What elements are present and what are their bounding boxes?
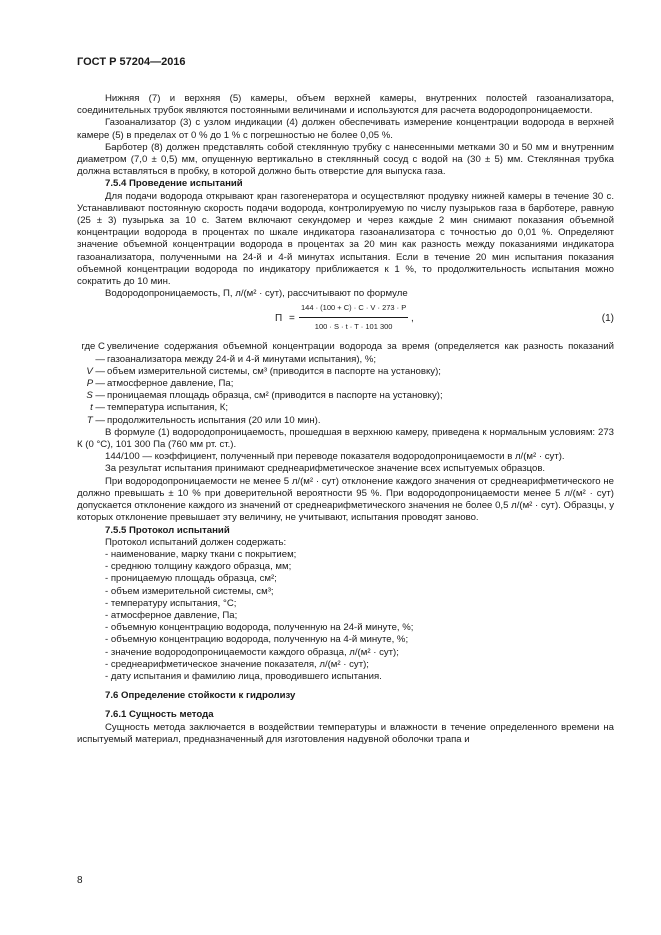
paragraph: Нижняя (7) и верхняя (5) камеры, объем верхней камеры, внутренних полостей газоанализатора, соединительных трубок являются постоянными величинами и используются для расчета водородопроницаемости.: [77, 93, 614, 117]
formula-equals: =: [289, 313, 295, 325]
where-item: [77, 341, 614, 365]
where-symbol: P —: [86, 378, 105, 390]
paragraph: Барботер (8) должен представлять собой стеклянную трубку с нанесенными метками 30 и 50 мм и внутренним диаметром (7,0 ± 0,5) мм, опущенную вертикально в стеклянный сосуд с водой на (30 ± 5) мм. Стеклянная трубка должна вставляться в пробку, в которой должно быть отверстие для выпуска газа.: [77, 141, 614, 178]
list-item: - объемную концентрацию водорода, полученную на 4-й минуте, %;: [105, 634, 409, 646]
list-item: - объем измерительной системы, см³;: [105, 585, 274, 597]
where-symbol: V —: [86, 365, 105, 377]
paragraph: За результат испытания принимают среднеарифметическое значение всех испытуемых образцов.: [105, 463, 546, 475]
where-item: [77, 415, 614, 427]
where-symbol: S —: [86, 390, 105, 402]
where-symbol: T —: [86, 414, 105, 426]
paragraph: Сущность метода заключается в воздействии температуры и влажности в течение определенного времени на испытуемый материал, предназначенный для изготовления надувной оболочки трапа и: [77, 721, 614, 745]
where-item: [77, 366, 614, 378]
where-item: [77, 378, 614, 390]
list-item: - проницаемую площадь образца, см²;: [105, 573, 277, 585]
list-item: - объемную концентрацию водорода, полученную на 24-й минуте, %;: [105, 622, 414, 634]
section-heading-7-6-1: 7.6.1 Сущность метода: [105, 709, 214, 721]
where-text: атмосферное давление, Па;: [107, 378, 234, 390]
formula-denominator: 100 · S · t · T · 101 300: [314, 321, 393, 331]
paragraph: Для подачи водорода открывают кран газогенератора и осуществляют продувку нижней камеры в течение 30 с. Устанавливают постоянную скорость подачи водорода, контролируемую по числу пузырьков газа в барботере, равную (25 ± 3) пузырька за 10 с. Затем включают секундомер и через каждые 2 мин снимают показания объемной концентрации водорода в процентах по шкале индикатора газоанализатора с точностью до 0,01 %. Определяют значение объемной концентрации водорода в процентах за 20 мин как разность между показаниями индикатора газоанализатора, полученными на 24-й и 4-й минутах испытания. Если в течение 20 мин испытания показания объемной концентрации водорода по индикатору приближается к 1 %, то продолжительность испытания можно сократить до 10 мин.: [77, 190, 614, 288]
where-text: увеличение содержания объемной концентрации водорода за время (определяется как разность показаний газоанализатора между 24-й и 4-й минутами испытания), %;: [107, 341, 614, 365]
paragraph: 144/100 — коэффициент, полученный при переводе показателя водородопроницаемости в л/(м² · сут).: [105, 451, 565, 463]
paragraph: При водородопроницаемости не менее 5 л/(м² · сут) отклонение каждого значения от среднеарифметического не должно превышать ± 10 % при доверительной вероятности 95 %. При водородопроницаемости менее 5 л/(м² · сут) допускается отклонение каждого из значений от среднеарифметического значения не более 0,5 л/(м² · сут). Образцы, у которых отклонение превышает эту величину, не учитывают, испытания проводят заново.: [77, 475, 614, 524]
protocol-intro: Протокол испытаний должен содержать:: [105, 536, 287, 548]
where-symbol: t —: [90, 402, 105, 414]
where-item: [77, 390, 614, 402]
formula-lhs: П: [275, 313, 283, 325]
list-item: - температуру испытания, °С;: [105, 597, 237, 609]
list-item: - дату испытания и фамилию лица, проводившего испытания.: [105, 670, 382, 682]
document-body: [77, 93, 614, 746]
list-item: - значение водородопроницаемости каждого образца, л/(м² · сут);: [105, 646, 399, 658]
where-item: [77, 402, 614, 414]
formula-intro: Водородопроницаемость, П, л/(м² · сут), рассчитывают по формуле: [105, 288, 408, 300]
formula-numerator: 144 · (100 + C) · C · V · 273 · P: [299, 302, 408, 317]
list-item: - наименование, марку ткани с покрытием;: [105, 548, 297, 560]
document-header: ГОСТ Р 57204—2016: [77, 56, 186, 68]
formula-number: (1): [601, 313, 614, 325]
page-number: 8: [77, 875, 83, 886]
section-heading-7-5-5: 7.5.5 Протокол испытаний: [105, 524, 230, 536]
paragraph: В формуле (1) водородопроницаемость, прошедшая в верхнюю камеру, приведена к нормальным условиям: 273 К (0 °С), 101 300 Па (760 мм рт. ст.).: [77, 426, 614, 451]
list-item: - среднеарифметическое значение показателя, л/(м² · сут);: [105, 658, 369, 670]
paragraph: Газоанализатор (3) с узлом индикации (4) должен обеспечивать измерение концентрации водорода в верхней камере (5) в пределах от 0 % до 1 % с погрешностью не более 0,05 %.: [77, 117, 614, 141]
list-item: - среднюю толщину каждого образца, мм;: [105, 561, 292, 573]
where-text: продолжительность испытания (20 или 10 мин).: [107, 414, 321, 426]
where-text: проницаемая площадь образца, см² (приводится в паспорте на установку);: [107, 390, 443, 402]
section-heading-7-5-4: 7.5.4 Проведение испытаний: [105, 178, 243, 190]
list-item: - атмосферное давление, Па;: [105, 609, 238, 621]
formula-comma: ,: [411, 313, 414, 325]
section-heading-7-6: 7.6 Определение стойкости к гидролизу: [105, 690, 296, 702]
formula-fraction: [299, 302, 408, 332]
where-symbol: где С —: [81, 341, 105, 365]
where-text: температура испытания, К;: [107, 402, 229, 414]
where-text: объем измерительной системы, см³ (приводится в паспорте на установку);: [107, 365, 441, 377]
formula-1: [77, 302, 614, 340]
